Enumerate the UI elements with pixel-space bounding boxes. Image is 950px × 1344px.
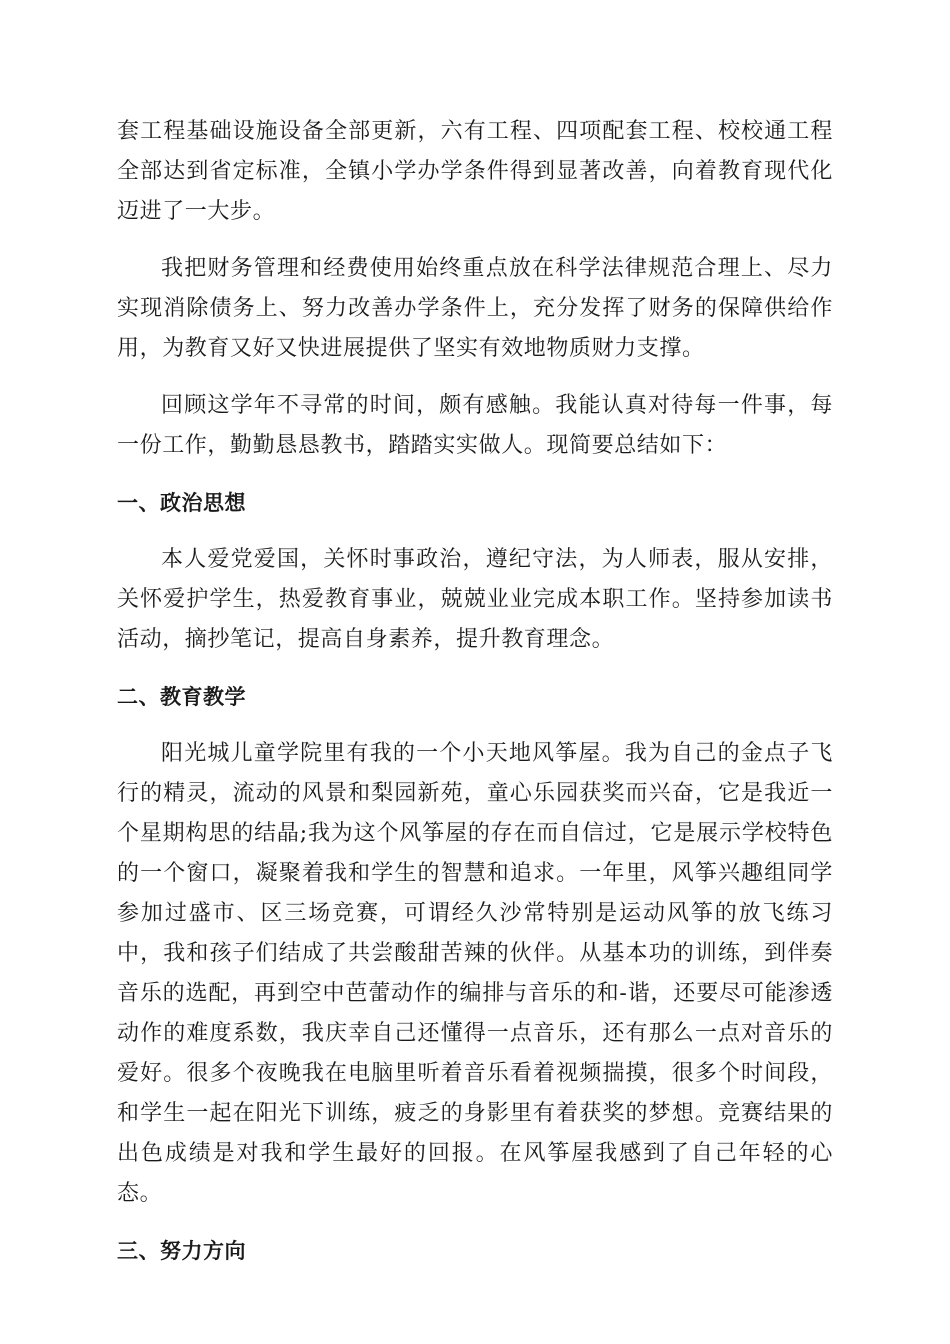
heading-direction: 三、努力方向 [117,1239,246,1263]
paragraph-finance: 我把财务管理和经费使用始终重点放在科学法律规范合理上、尽力实现消除债务上、努力改善办学条件上，充分发挥了财务的保障供给作用，为教育又好又快进展提供了坚实有效地物质财力支撑。 [117,256,833,361]
paragraph-politics: 本人爱党爱国，关怀时事政治，遵纪守法，为人师表，服从安排，关怀爱护学生，热爱教育事业，兢兢业业完成本职工作。坚持参加读书活动，摘抄笔记，提高自身素养，提升教育理念。 [117,547,833,652]
heading-politics: 一、政治思想 [117,491,246,515]
paragraph-teaching: 阳光城儿童学院里有我的一个小天地风筝屋。我为自己的金点子飞行的精灵，流动的风景和梨园新苑，童心乐园获奖而兴奋，它是我近一个星期构思的结晶;我为这个风筝屋的存在而自信过，它是展示学校特色的一个窗口，凝聚着我和学生的智慧和追求。一年里，风筝兴趣组同学参加过盛市、区三场竞赛，可谓经久沙常特别是运动风筝的放飞练习中，我和孩子们结成了共尝酸甜苦辣的伙伴。从基本功的训练，到伴奏音乐的选配，再到空中芭蕾动作的编排与音乐的和-谐，还要尽可能渗透动作的难度系数，我庆幸自己还懂得一点音乐，还有那么一点对音乐的爱好。很多个夜晚我在电脑里听着音乐看着视频揣摸，很多个时间段，和学生一起在阳光下训练，疲乏的身影里有着获奖的梦想。竞赛结果的出色成绩是对我和学生最好的回报。在风筝屋我感到了自己年轻的心态。 [117,741,833,1206]
document-body [117,112,833,1288]
paragraph-infrastructure: 套工程基础设施设备全部更新，六有工程、四项配套工程、校校通工程全部达到省定标准，全镇小学办学条件得到显著改善，向着教育现代化迈进了一大步。 [117,119,833,224]
paragraph-review: 回顾这学年不寻常的时间，颇有感触。我能认真对待每一件事，每一份工作，勤勤恳恳教书，踏踏实实做人。现简要总结如下： [117,393,833,458]
heading-teaching: 二、教育教学 [117,685,246,709]
